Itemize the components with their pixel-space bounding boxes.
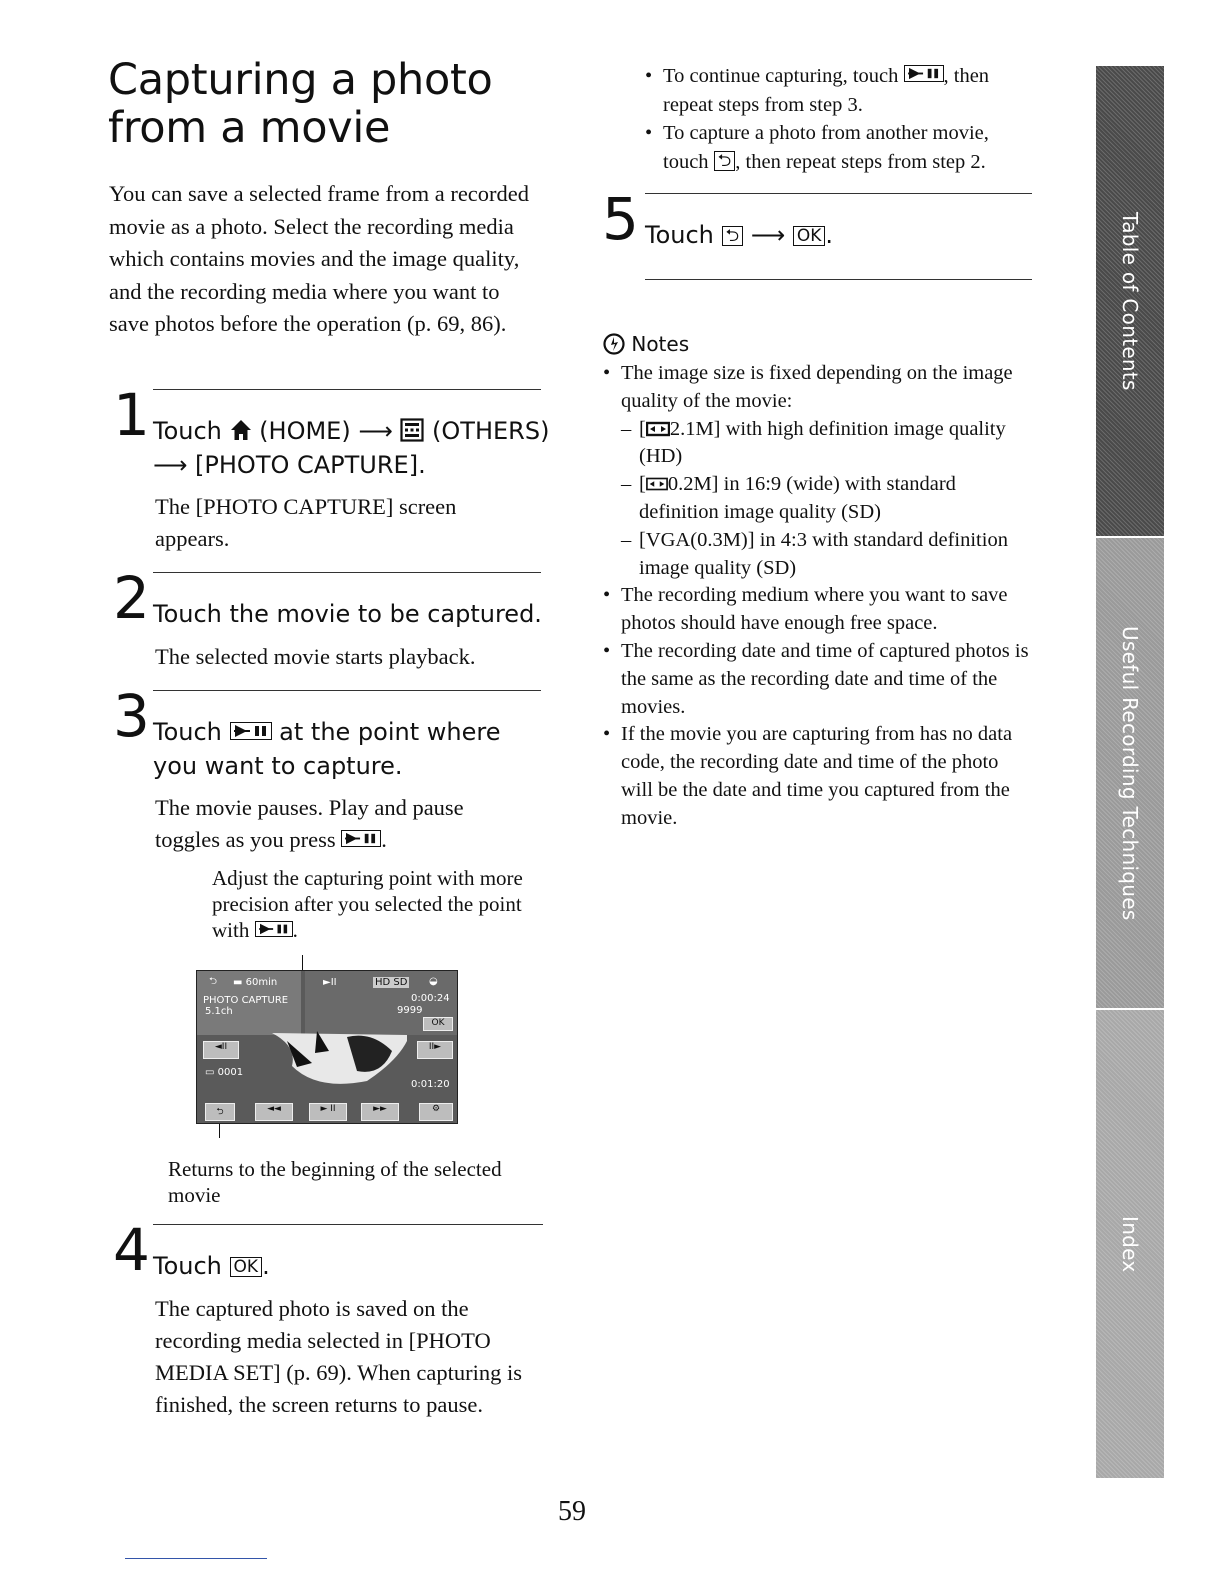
- screen-count: 9999: [397, 1005, 423, 1016]
- step-3-rule: [153, 690, 541, 691]
- arrow-right-icon: ⟶: [153, 451, 188, 479]
- ok-button-icon: OK: [230, 1257, 263, 1277]
- continue-bullet-1-text-a: To continue capturing, touch: [663, 65, 899, 87]
- continue-bullet-2-text-b: , then repeat steps from step 2.: [735, 150, 986, 173]
- screen-quality: HD SD: [375, 977, 408, 988]
- screen-settings-button[interactable]: ⚙: [419, 1103, 453, 1121]
- continue-bullet-2: [645, 119, 1025, 176]
- step-3-number: 3: [113, 682, 150, 750]
- step-2-rule: [153, 572, 541, 573]
- step-4-number: 4: [113, 1216, 150, 1284]
- note-1-item-sd-wide-text: 0.2M] in 16:9 (wide) with standard definition image quality (SD): [639, 473, 956, 523]
- step-1-rule: [153, 389, 541, 390]
- screen-battery-value: 60min: [245, 977, 278, 988]
- tab-useful-recording-techniques[interactable]: [1096, 538, 1164, 1008]
- note-1: • The image size is fixed depending on the image quality of the movie:: [603, 360, 1033, 416]
- step-3-period: .: [381, 827, 387, 852]
- step-5-touch: Touch: [645, 221, 714, 249]
- note-1-item-hd-text: 2.1M] with high definition image quality (HD): [639, 417, 1006, 468]
- note-2: • The recording medium where you want to save photos should have enough free space.: [603, 582, 1033, 638]
- camera-screen-illustration: [196, 970, 458, 1124]
- screen-caption: Returns to the beginning of the selected movie: [168, 1157, 502, 1207]
- step-3-note-period: .: [292, 918, 298, 942]
- continue-bullet-2-text-a: To capture a photo from another movie, touch: [663, 122, 989, 173]
- play-pause-icon: [341, 830, 381, 847]
- home-icon: [230, 419, 252, 441]
- step-1-touch: Touch: [153, 417, 222, 445]
- screen-ok-button[interactable]: OK: [423, 1017, 453, 1031]
- step-3-body-line2: toggles as you press: [155, 827, 336, 852]
- screen-return-icon: ⮌: [209, 976, 218, 987]
- continue-bullet-1: [645, 62, 1025, 119]
- step-4-body: The captured photo is saved on the recording media selected in [PHOTO MEDIA SET] (p. 69). When capturing is finished, the screen returns to pause.: [155, 1296, 523, 1417]
- tab-table-of-contents[interactable]: [1096, 66, 1164, 536]
- step-3-body-line1: The movie pauses. Play and pause: [155, 795, 464, 820]
- return-icon: ⮌: [722, 226, 744, 246]
- step-1-heading: [153, 414, 553, 482]
- screen-time1: 0:00:24: [411, 993, 450, 1004]
- step-3-heading-line2: you want to capture.: [153, 752, 403, 780]
- notes-section: [603, 330, 1033, 833]
- tab-index-label: Index: [1118, 1215, 1142, 1273]
- step-3-touch: Touch: [153, 718, 222, 746]
- screen-frame: ▭ 0001: [205, 1067, 244, 1078]
- notes-heading-text: Notes: [631, 332, 690, 356]
- step-2-heading: Touch the movie to be captured.: [153, 600, 542, 628]
- step-1-home-label: (HOME): [259, 417, 351, 445]
- note-1-item-vga: – [VGA(0.3M)] in 4:3 with standard definition image quality (SD): [621, 527, 1033, 583]
- return-icon: ⮌: [714, 151, 736, 171]
- notes-icon: [603, 333, 625, 355]
- arrow-right-icon: ⟶: [358, 417, 393, 445]
- step-5-number: 5: [602, 185, 639, 253]
- step-5-period: .: [825, 221, 834, 249]
- play-pause-icon: [230, 722, 272, 740]
- screen-frame-forward-button[interactable]: II►: [417, 1041, 453, 1059]
- screen-frame-value: 0001: [217, 1067, 244, 1078]
- step-3-heading-cont: at the point where: [279, 718, 501, 746]
- wide-size-icon: [646, 421, 670, 437]
- step-1-photo-capture: [PHOTO CAPTURE].: [195, 451, 426, 479]
- step-3-note-line1: Adjust the capturing point with more precision after you selected: [212, 866, 523, 916]
- screen-play-pause-icon: ►II: [323, 977, 337, 988]
- step-5-heading: [645, 218, 833, 252]
- step-3-note: [212, 865, 532, 943]
- screen-next-button[interactable]: ►►: [361, 1103, 399, 1121]
- screen-battery: ▬ 60min: [233, 977, 278, 988]
- ok-button-icon: OK: [793, 226, 826, 246]
- page-number: 59: [558, 1496, 586, 1527]
- wide-size-icon: [646, 476, 668, 492]
- screen-frame-back-button[interactable]: ◄II: [203, 1041, 239, 1059]
- notes-heading: [603, 330, 1033, 358]
- step-2-number: 2: [113, 564, 150, 632]
- play-pause-icon: [904, 65, 944, 82]
- note-4: • If the movie you are capturing from has no data code, the recording date and time of the photo will be the date and time you captured from the movie.: [603, 721, 1033, 832]
- step-5-rule-top: [645, 193, 1032, 194]
- step-1-others-label: (OTHERS): [432, 417, 550, 445]
- arrow-right-icon: ⟶: [750, 221, 786, 249]
- note-3: • The recording date and time of captured photos is the same as the recording date and time of the movies.: [603, 638, 1033, 721]
- screen-previous-button[interactable]: ◄◄: [255, 1103, 293, 1121]
- tab-index[interactable]: [1096, 1010, 1164, 1478]
- step-3-heading: [153, 715, 553, 783]
- step-4-heading: [153, 1249, 270, 1283]
- step-3-note-line2: the point with: [212, 892, 522, 942]
- continue-bullets: [645, 62, 1025, 176]
- tab-useful-recording-techniques-label: Useful Recording Techniques: [1118, 625, 1142, 921]
- step-4-touch: Touch: [153, 1252, 222, 1280]
- continue-bullet-1-text-b: , then repeat steps from step 3.: [663, 65, 990, 116]
- others-icon: [400, 418, 424, 442]
- screen-time2: 0:01:20: [411, 1079, 450, 1090]
- step-2-body: The selected movie starts playback.: [155, 644, 476, 669]
- step-4-rule: [153, 1224, 543, 1225]
- screen-audio: 5.1ch: [205, 1006, 233, 1017]
- screen-play-button[interactable]: ► II: [309, 1103, 347, 1121]
- play-pause-icon: [255, 921, 293, 937]
- footer-rule: [125, 1558, 267, 1559]
- step-3-body: [155, 792, 535, 856]
- step-5-rule-bottom: [645, 279, 1032, 280]
- step-4-period: .: [262, 1252, 270, 1280]
- page-title: Capturing a photo from a movie: [108, 55, 493, 153]
- tab-table-of-contents-label: Table of Contents: [1118, 211, 1142, 391]
- screen-return-start-button[interactable]: ⮌: [205, 1103, 235, 1121]
- screen-media-icon: ◒: [429, 976, 438, 987]
- intro-text: You can save a selected frame from a recorded movie as a photo. Select the recording media which contains movies and the image quality, and the recording media where you want to save photos before the operation (p. 69, 86).: [109, 181, 530, 336]
- step-1-number: 1: [113, 381, 150, 449]
- note-1-item-sd-wide: – [ 0.2M] in 16:9 (wide) with standard definition image quality (SD): [621, 471, 1033, 527]
- screen-label: PHOTO CAPTURE: [203, 995, 289, 1006]
- note-1-item-hd: – [ 2.1M] with high definition image quality (HD): [621, 416, 1033, 472]
- step-1-body: The [PHOTO CAPTURE] screen appears.: [155, 494, 457, 551]
